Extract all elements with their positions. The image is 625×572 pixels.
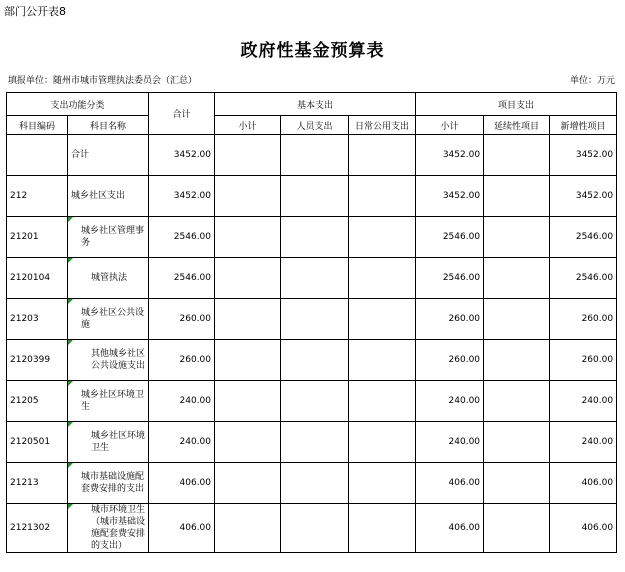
cell-continuing (484, 299, 550, 340)
cell-project-subtotal: 406.00 (416, 463, 484, 504)
header-project-subtotal: 小计 (416, 116, 484, 135)
cell-new-added: 3452.00 (550, 135, 617, 176)
header-basic: 基本支出 (215, 93, 416, 116)
table-row (7, 422, 617, 463)
cell-name (68, 299, 149, 340)
cell-name (68, 258, 149, 299)
cell-total: 2546.00 (149, 258, 215, 299)
cell-new-added: 406.00 (550, 504, 617, 553)
cell-name-text: 城乡社区公共设施 (81, 308, 145, 330)
cell-daily-public (349, 258, 416, 299)
cell-name-text: 城乡社区环境卫生 (91, 431, 146, 453)
cell-project-subtotal: 2546.00 (416, 217, 484, 258)
cell-continuing (484, 176, 550, 217)
cell-comment-marker (68, 217, 73, 222)
cell-code: 212 (7, 176, 68, 217)
header-project: 项目支出 (416, 93, 617, 116)
cell-name (68, 422, 149, 463)
cell-personnel (281, 340, 349, 381)
cell-daily-public (349, 299, 416, 340)
cell-project-subtotal: 260.00 (416, 340, 484, 381)
table-row (7, 135, 617, 176)
cell-basic-subtotal (215, 176, 281, 217)
header-code: 科目编码 (7, 116, 68, 135)
cell-name (68, 176, 149, 217)
cell-total: 240.00 (149, 422, 215, 463)
cell-personnel (281, 422, 349, 463)
cell-continuing (484, 340, 550, 381)
cell-continuing (484, 258, 550, 299)
cell-basic-subtotal (215, 463, 281, 504)
cell-new-added: 260.00 (550, 340, 617, 381)
cell-project-subtotal: 406.00 (416, 504, 484, 553)
cell-continuing (484, 135, 550, 176)
cell-continuing (484, 217, 550, 258)
cell-name (68, 217, 149, 258)
cell-personnel (281, 217, 349, 258)
header-total: 合计 (149, 93, 215, 135)
filling-unit-label: 填报单位：随州市城市管理执法委员会（汇总） (8, 76, 198, 86)
cell-project-subtotal: 260.00 (416, 299, 484, 340)
cell-code: 21213 (7, 463, 68, 504)
cell-name-text: 城乡社区环境卫生 (81, 390, 145, 412)
cell-personnel (281, 258, 349, 299)
cell-project-subtotal: 240.00 (416, 422, 484, 463)
cell-total: 260.00 (149, 340, 215, 381)
cell-basic-subtotal (215, 381, 281, 422)
cell-name (68, 135, 149, 176)
cell-code (7, 135, 68, 176)
table-row (7, 340, 617, 381)
cell-personnel (281, 463, 349, 504)
header-name: 科目名称 (68, 116, 149, 135)
cell-total: 406.00 (149, 463, 215, 504)
cell-continuing (484, 504, 550, 553)
cell-name-text: 合计 (71, 150, 90, 160)
cell-basic-subtotal (215, 422, 281, 463)
cell-code: 2120104 (7, 258, 68, 299)
cell-code: 2121302 (7, 504, 68, 553)
cell-project-subtotal: 3452.00 (416, 135, 484, 176)
table-row (7, 504, 617, 553)
table-row (7, 258, 617, 299)
cell-name (68, 504, 149, 553)
cell-comment-marker (68, 340, 73, 345)
cell-daily-public (349, 340, 416, 381)
header-basic-subtotal: 小计 (215, 116, 281, 135)
cell-new-added: 2546.00 (550, 258, 617, 299)
cell-name (68, 463, 149, 504)
cell-total: 2546.00 (149, 217, 215, 258)
budget-table (6, 92, 617, 553)
cell-name-text: 城市环境卫生（城市基础设施配套费安排的支出） (91, 505, 146, 551)
currency-unit-label: 单位：万元 (569, 76, 615, 86)
cell-comment-marker (68, 299, 73, 304)
table-row (7, 217, 617, 258)
cell-personnel (281, 381, 349, 422)
cell-name (68, 340, 149, 381)
cell-daily-public (349, 135, 416, 176)
cell-basic-subtotal (215, 504, 281, 553)
cell-name-text: 城管执法 (91, 273, 128, 283)
cell-comment-marker (68, 381, 73, 386)
cell-name-text: 城乡社区管理事务 (81, 226, 145, 248)
cell-basic-subtotal (215, 217, 281, 258)
table-row (7, 463, 617, 504)
cell-personnel (281, 504, 349, 553)
cell-basic-subtotal (215, 258, 281, 299)
page-title: 政府性基金预算表 (240, 41, 385, 61)
cell-continuing (484, 422, 550, 463)
cell-project-subtotal: 3452.00 (416, 176, 484, 217)
header-row-2 (7, 116, 617, 135)
cell-name (68, 381, 149, 422)
cell-total: 240.00 (149, 381, 215, 422)
cell-personnel (281, 135, 349, 176)
cell-personnel (281, 176, 349, 217)
cell-total: 406.00 (149, 504, 215, 553)
cell-daily-public (349, 463, 416, 504)
cell-comment-marker (68, 463, 73, 468)
header-daily-public: 日常公用支出 (349, 116, 416, 135)
cell-new-added: 2546.00 (550, 217, 617, 258)
table-row (7, 176, 617, 217)
cell-total: 3452.00 (149, 135, 215, 176)
cell-continuing (484, 463, 550, 504)
cell-basic-subtotal (215, 135, 281, 176)
cell-code: 2120399 (7, 340, 68, 381)
header-continuing: 延续性项目 (484, 116, 550, 135)
cell-name-text: 城市基础设施配套费安排的支出 (81, 472, 145, 494)
cell-new-added: 3452.00 (550, 176, 617, 217)
cell-project-subtotal: 2546.00 (416, 258, 484, 299)
cell-total: 260.00 (149, 299, 215, 340)
cell-comment-marker (68, 504, 73, 509)
cell-daily-public (349, 217, 416, 258)
cell-comment-marker (68, 258, 73, 263)
cell-daily-public (349, 381, 416, 422)
header-new-added: 新增性项目 (550, 116, 617, 135)
cell-new-added: 406.00 (550, 463, 617, 504)
document-number-label: 部门公开表8 (4, 5, 66, 18)
cell-total: 3452.00 (149, 176, 215, 217)
cell-code: 21201 (7, 217, 68, 258)
cell-daily-public (349, 176, 416, 217)
header-personnel: 人员支出 (281, 116, 349, 135)
cell-new-added: 260.00 (550, 299, 617, 340)
table-row (7, 299, 617, 340)
cell-project-subtotal: 240.00 (416, 381, 484, 422)
cell-daily-public (349, 504, 416, 553)
header-row-1 (7, 93, 617, 116)
cell-daily-public (349, 422, 416, 463)
cell-continuing (484, 381, 550, 422)
cell-code: 21205 (7, 381, 68, 422)
cell-name-text: 城乡社区支出 (71, 191, 126, 201)
cell-comment-marker (68, 422, 73, 427)
cell-basic-subtotal (215, 299, 281, 340)
cell-new-added: 240.00 (550, 422, 617, 463)
cell-code: 2120501 (7, 422, 68, 463)
cell-new-added: 240.00 (550, 381, 617, 422)
cell-name-text: 其他城乡社区公共设施支出 (91, 349, 146, 371)
header-func-class: 支出功能分类 (7, 93, 149, 116)
cell-basic-subtotal (215, 340, 281, 381)
table-row (7, 381, 617, 422)
cell-personnel (281, 299, 349, 340)
cell-code: 21203 (7, 299, 68, 340)
